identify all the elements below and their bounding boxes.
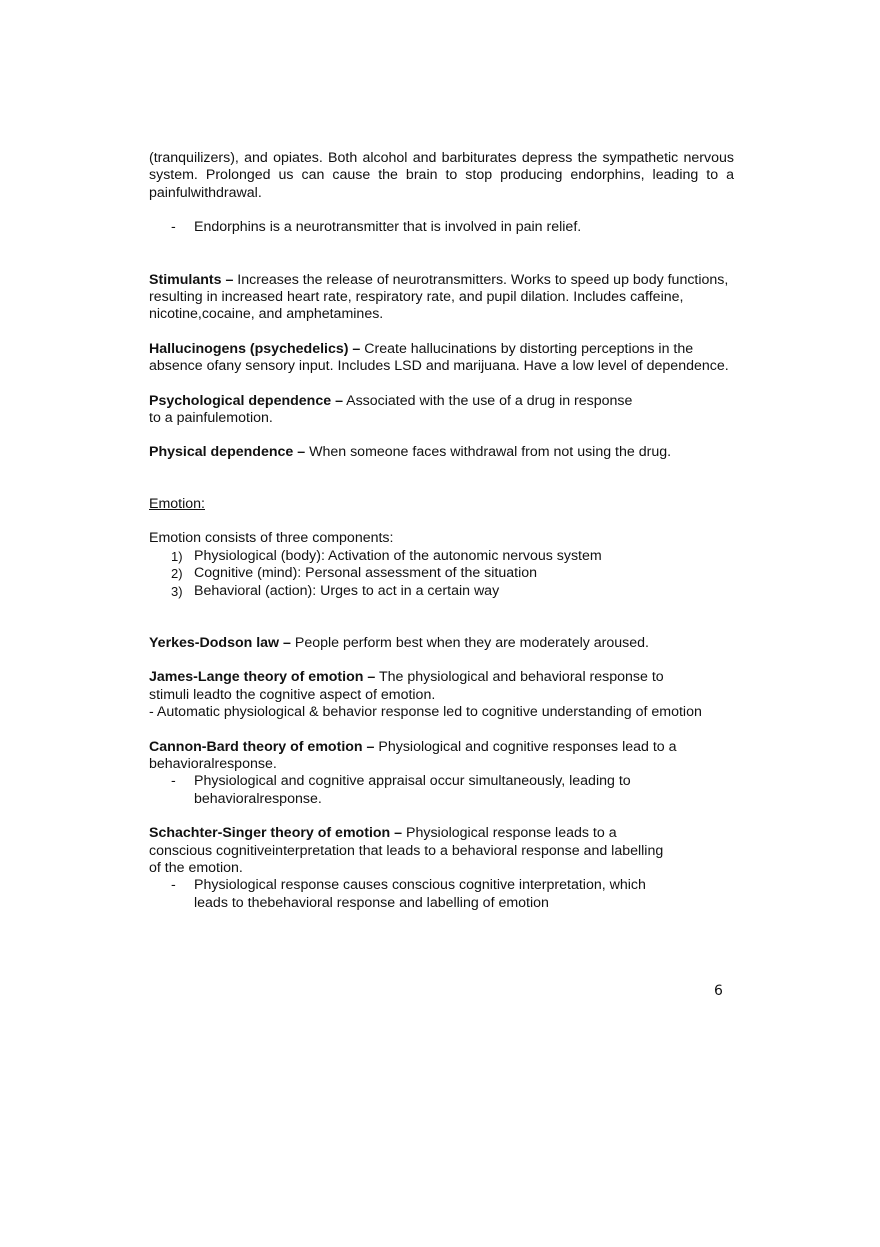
definition-term: Stimulants – bbox=[149, 271, 234, 288]
definition-stimulants bbox=[149, 272, 734, 324]
component-text: Physiological (body): Activation of the autonomic nervous system bbox=[194, 547, 602, 564]
definition-hallucinogens bbox=[149, 341, 734, 376]
theory-text: Physiological and cognitive responses lead to a bbox=[374, 738, 677, 755]
page-body bbox=[149, 150, 734, 912]
theory-text: The physiological and behavioral response to bbox=[375, 669, 664, 686]
theory-schachter-singer bbox=[149, 825, 734, 877]
intro-paragraph: (tranquilizers), and opiates. Both alcohol and barbiturates depress the sympathetic nervous system. Prolonged us can cause the brain to stop producing endorphins, leading to a painfulwithdrawal. bbox=[149, 150, 734, 201]
definition-term: Hallucinogens (psychedelics) – bbox=[149, 340, 361, 357]
theory-text-cont: of the emotion. bbox=[149, 859, 243, 876]
bullet-text: Physiological and cognitive appraisal occur simultaneously, leading to bbox=[194, 773, 631, 790]
definition-text: When someone faces withdrawal from not using the drug. bbox=[305, 444, 672, 461]
theory-text: People perform best when they are moderately aroused. bbox=[290, 634, 649, 651]
theory-text-cont: conscious cognitiveinterpretation that leads to a behavioral response and labelling bbox=[149, 842, 664, 859]
theory-term: Cannon-Bard theory of emotion – bbox=[149, 738, 375, 755]
intro-bullet bbox=[149, 219, 734, 236]
theory-text-cont: behavioralresponse. bbox=[149, 755, 277, 772]
component-item bbox=[149, 565, 734, 582]
component-number: 1) bbox=[171, 548, 183, 564]
definition-physical-dependence bbox=[149, 444, 734, 461]
definition-text: Create hallucinations by distorting perceptions in the absence ofany sensory input. Includes LSD and marijuana. Have a low level of dependence. bbox=[149, 340, 729, 375]
theory-term: Schachter-Singer theory of emotion – bbox=[149, 825, 403, 842]
component-item bbox=[149, 583, 734, 600]
theory-yerkes-dodson bbox=[149, 635, 734, 652]
component-text: Cognitive (mind): Personal assessment of the situation bbox=[194, 565, 538, 582]
theory-term: James-Lange theory of emotion – bbox=[149, 669, 376, 686]
theory-james-lange bbox=[149, 669, 734, 721]
cannon-bard-bullet bbox=[149, 773, 734, 808]
bullet-dash: - bbox=[171, 219, 176, 236]
definition-term: Physical dependence – bbox=[149, 444, 306, 461]
theory-cannon-bard bbox=[149, 739, 734, 774]
emotion-heading: Emotion: bbox=[149, 495, 205, 512]
bullet-text: Physiological response causes conscious cognitive interpretation, which bbox=[194, 877, 646, 894]
definition-text: Increases the release of neurotransmitters. Works to speed up body functions, resulting in increased heart rate, respiratory rate, and pupil dilation. Includes caffeine, nicotine,cocaine, and amphetamines. bbox=[149, 271, 729, 323]
page-number: 6 bbox=[714, 983, 723, 999]
theory-note: - Automatic physiological & behavior response led to cognitive understanding of emotion bbox=[149, 704, 702, 721]
definition-text: Associated with the use of a drug in response bbox=[342, 392, 633, 409]
component-item bbox=[149, 548, 734, 565]
definition-psychological-dependence bbox=[149, 393, 734, 428]
schachter-singer-bullet bbox=[149, 877, 734, 912]
component-number: 2) bbox=[171, 566, 183, 582]
bullet-text: Endorphins is a neurotransmitter that is involved in pain relief. bbox=[194, 219, 582, 236]
theory-text-cont: stimuli leadto the cognitive aspect of emotion. bbox=[149, 686, 436, 703]
emotion-intro: Emotion consists of three components: bbox=[149, 530, 394, 547]
definition-text-cont: to a painfulemotion. bbox=[149, 410, 273, 427]
definition-term: Psychological dependence – bbox=[149, 392, 343, 409]
bullet-dash: - bbox=[171, 877, 176, 894]
bullet-text-cont: behavioralresponse. bbox=[194, 790, 322, 807]
theory-text: Physiological response leads to a bbox=[402, 825, 617, 842]
component-number: 3) bbox=[171, 583, 183, 599]
theory-term: Yerkes-Dodson law – bbox=[149, 634, 291, 651]
bullet-text-cont: leads to thebehavioral response and labelling of emotion bbox=[194, 894, 549, 911]
component-text: Behavioral (action): Urges to act in a certain way bbox=[194, 582, 500, 599]
bullet-dash: - bbox=[171, 773, 176, 790]
